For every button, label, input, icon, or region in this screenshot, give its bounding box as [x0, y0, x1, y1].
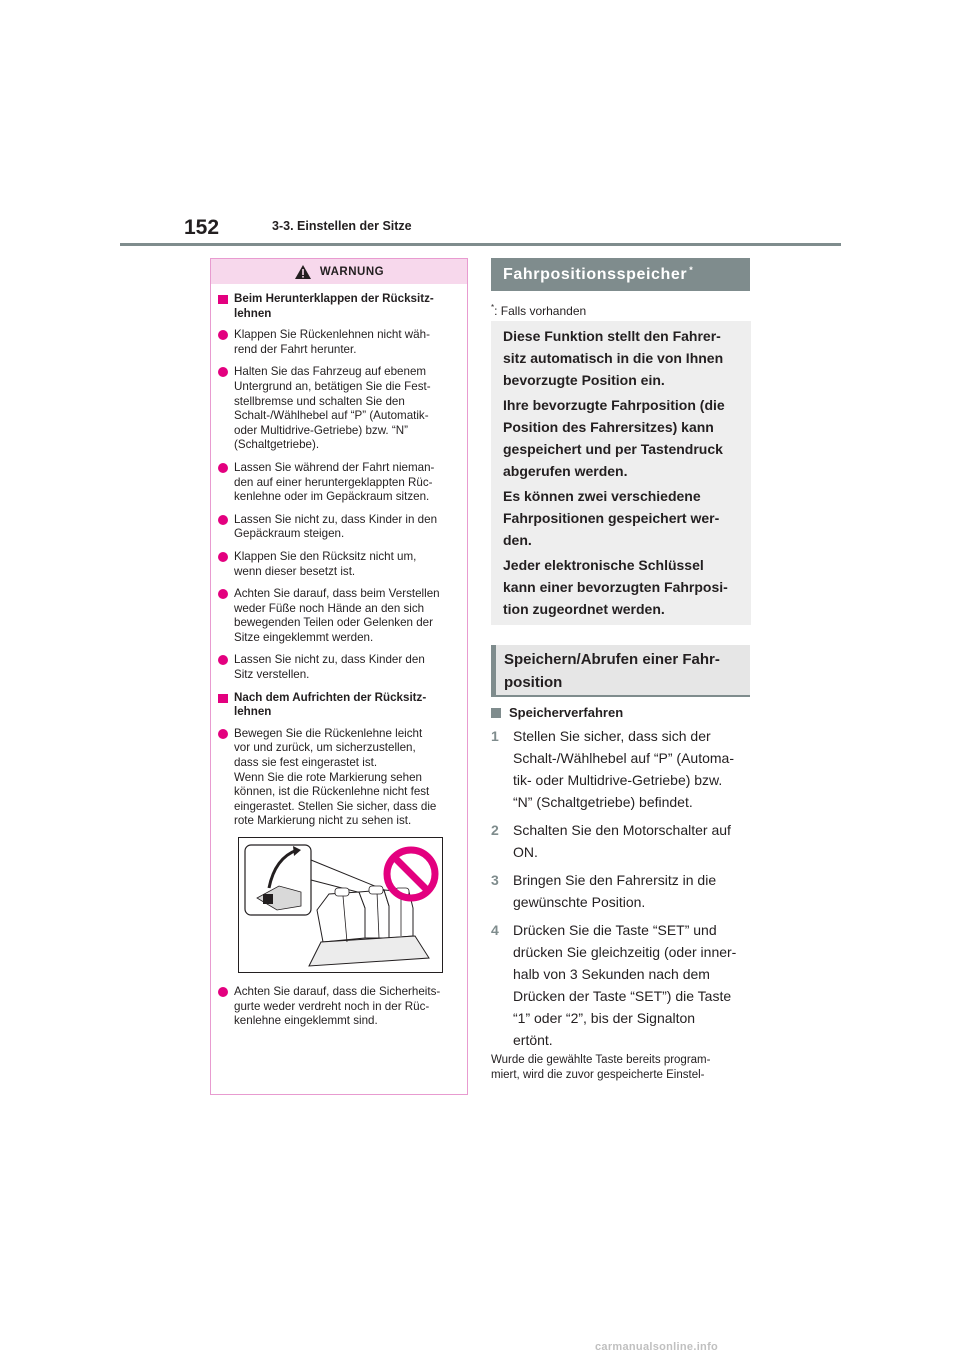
warning-title: WARNUNG: [319, 265, 385, 278]
intro-paragraph: Diese Funktion stellt den Fahrer- sitz automatisch in die von Ihnen bevorzugte Position ein.: [503, 328, 724, 388]
rear-seat-icon: [239, 838, 442, 972]
header-rule: [120, 243, 841, 246]
warning-bullet: Achten Sie darauf, dass die Sicherheits- gurte weder verdreht noch in der Rüc- kenlehne eingeklemmt sind.: [218, 985, 455, 1029]
square-bullet-icon: [491, 708, 501, 718]
bullet-dot-icon: [218, 330, 228, 340]
seat-lock-illustration: [238, 837, 443, 973]
warning-bullet: Klappen Sie den Rücksitz nicht um, wenn dieser besetzt ist.: [218, 550, 455, 579]
procedure-title: Speicherverfahren: [491, 705, 623, 720]
section-title: 3-3. Einstellen der Sitze: [272, 219, 412, 233]
bullet-dot-icon: [218, 589, 228, 599]
procedure-steps: [491, 725, 753, 1057]
warning-header: [211, 259, 467, 284]
step-item: 3 Bringen Sie den Fahrersitz in die gewünschte Position.: [491, 872, 717, 910]
memory-intro-box: [491, 321, 751, 625]
step-item: 1 Stellen Sie sicher, dass sich der Schalt-/Wählhebel auf “P” (Automa- tik- oder Multidrive-Getriebe) bzw. “N” (Schaltgetriebe) befindet.: [491, 728, 734, 810]
step-item: 4 Drücken Sie die Taste “SET” und drücken Sie gleichzeitig (oder inner- halb von 3 Sekunden nach dem Drücken der Taste “SET”) die Taste “1” oder “2”, bis der Signalton ertönt.: [491, 922, 737, 1048]
square-bullet-icon: [218, 694, 228, 703]
warning-heading-text: Nach dem Aufrichten der Rücksitz-lehnen: [234, 690, 427, 719]
warning-bullet: Halten Sie das Fahrzeug auf ebenem Untergrund an, betätigen Sie die Fest- stellbremse und schalten Sie den Schalt-/Wählhebel auf “P” (Automatik- oder Multidrive-Getriebe) bzw. “N” (Schaltgetriebe).: [218, 365, 455, 453]
warning-triangle-icon: [294, 264, 312, 280]
square-bullet-icon: [218, 295, 228, 304]
warning-bullet: Lassen Sie nicht zu, dass Kinder in den Gepäckraum steigen.: [218, 513, 455, 542]
intro-paragraph: Es können zwei verschiedene Fahrpositionen gespeichert wer- den.: [503, 488, 720, 548]
warning-bullet: Klappen Sie Rückenlehnen nicht wäh- rend der Fahrt herunter.: [218, 328, 455, 357]
warning-bullet: Lassen Sie während der Fahrt nieman- den auf einer heruntergeklappten Rüc- kenlehne oder im Gepäckraum sitzen.: [218, 461, 455, 505]
warning-bullet: Achten Sie darauf, dass beim Verstellen weder Füße noch Hände an den sich bewegenden Teilen oder Gelenken der Sitze eingeklemmt werden.: [218, 587, 455, 645]
watermark: carmanualsonline.info: [595, 1341, 719, 1353]
step-item: 2 Schalten Sie den Motorschalter auf ON.: [491, 822, 731, 860]
intro-paragraph: Ihre bevorzugte Fahrposition (die Position des Fahrersitzes) kann gespeichert und per Tastendruck abgerufen werden.: [503, 397, 725, 479]
warning-heading-fold: [218, 292, 455, 321]
bullet-dot-icon: [218, 515, 228, 525]
intro-paragraph: Jeder elektronische Schlüssel kann einer bevorzugten Fahrposi- tion zugeordnet werden.: [503, 557, 728, 617]
footnote: *: Falls vorhanden: [491, 303, 587, 318]
warning-box: [210, 258, 468, 1095]
bullet-dot-icon: [218, 987, 228, 997]
bullet-dot-icon: [218, 367, 228, 377]
warning-bullet: Bewegen Sie die Rückenlehne leicht vor und zurück, um sicherzustellen, dass sie fest eingerastet ist. Wenn Sie die rote Markierung sehen können, ist die Rückenlehne nicht fest eingerastet. Stellen Sie sicher, dass die rote Markierung nicht zu sehen ist.: [218, 727, 455, 829]
procedure-note: Wurde die gewählte Taste bereits program- miert, wird die zuvor gespeicherte Einstel-: [491, 1054, 711, 1081]
memory-section-header: Fahrpositionsspeicher *: [491, 258, 750, 291]
warning-heading-text: Beim Herunterklappen der Rücksitz-lehnen: [234, 292, 434, 320]
bullet-dot-icon: [218, 729, 228, 739]
warning-heading-upright: [218, 691, 455, 720]
warning-bullet: Lassen Sie nicht zu, dass Kinder den Sitz verstellen.: [218, 653, 455, 682]
store-recall-header: Speichern/Abrufen einer Fahr- position: [491, 645, 750, 697]
page-number: 152: [184, 216, 220, 239]
bullet-dot-icon: [218, 552, 228, 562]
bullet-dot-icon: [218, 655, 228, 665]
bullet-dot-icon: [218, 463, 228, 473]
